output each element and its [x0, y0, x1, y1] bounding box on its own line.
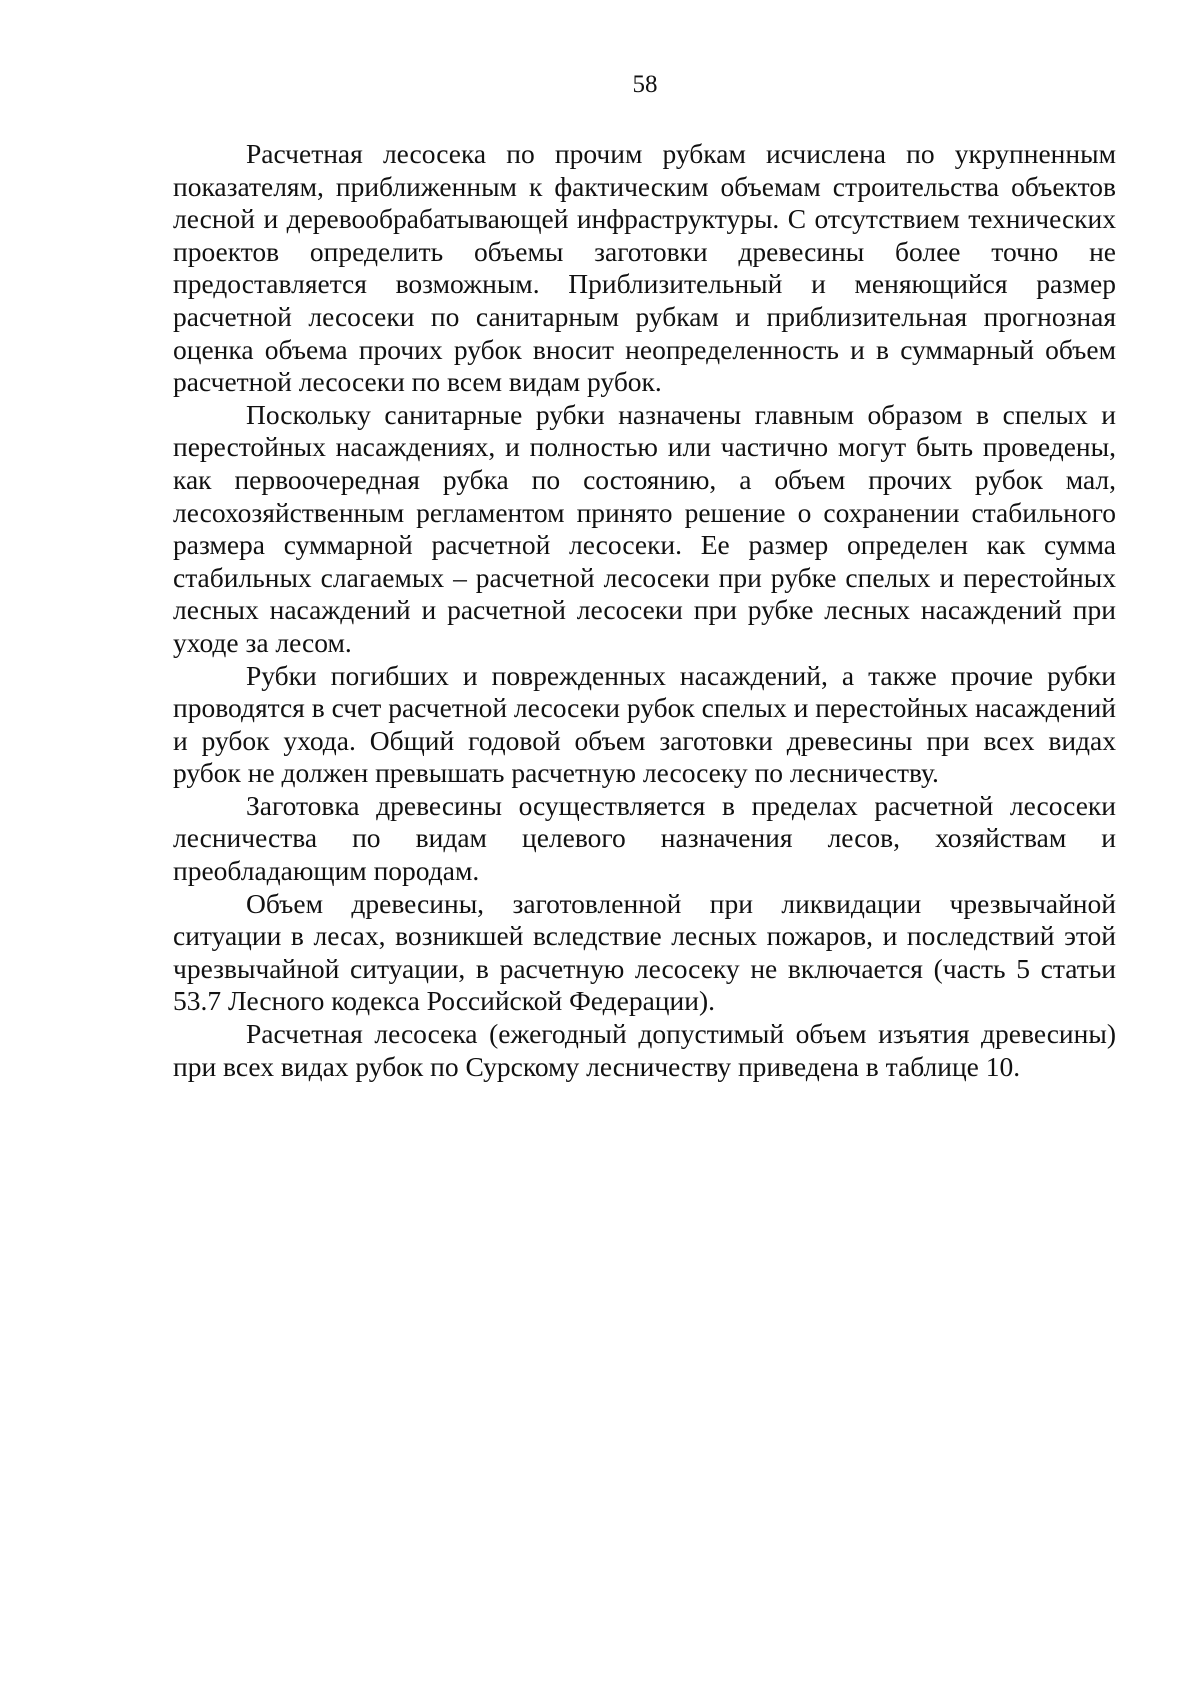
paragraph-6: Расчетная лесосека (ежегодный допустимый объем изъятия древесины) при всех видах рубок по Сурскому лесничеству приведена в таблице 10. — [173, 1018, 1116, 1082]
body-text — [173, 138, 1116, 1083]
paragraph-3: Рубки погибших и поврежденных насаждений, а также прочие рубки проводятся в счет расчетной лесосеки рубок спелых и перестойных насаждений и рубок ухода. Общий годовой объем заготовки древесины при всех видах рубок не должен превышать расчетную лесосеку по лесничеству. — [173, 659, 1116, 789]
paragraph-1: Расчетная лесосека по прочим рубкам исчислена по укрупненным показателям, приближенным к фактическим объемам строительства объектов лесной и деревообрабатывающей инфраструктуры. С отсутствием технических проектов определить объемы заготовки древесины более точно не предоставляется возможным. Приблизительный и меняющийся размер расчетной лесосеки по санитарным рубкам и приблизительная прогнозная оценка объема прочих рубок вносит неопределенность и в суммарный объем расчетной лесосеки по всем видам рубок. — [173, 138, 1116, 398]
paragraph-5: Объем древесины, заготовленной при ликвидации чрезвычайной ситуации в лесах, возникшей вследствие лесных пожаров, и последствий этой чрезвычайной ситуации, в расчетную лесосеку не включается (часть 5 статьи 53.7 Лесного кодекса Российской Федерации). — [173, 887, 1116, 1017]
page-number: 58 — [632, 71, 658, 98]
paragraph-4: Заготовка древесины осуществляется в пределах расчетной лесосеки лесничества по видам целевого назначения лесов, хозяйствам и преобладающим породам. — [173, 789, 1116, 887]
paragraph-2: Поскольку санитарные рубки назначены главным образом в спелых и перестойных насаждениях, и полностью или частично могут быть проведены, как первоочередная рубка по состоянию, а объем прочих рубок мал, лесохозяйственным регламентом принято решение о сохранении стабильного размера суммарной расчетной лесосеки. Ее размер определен как сумма стабильных слагаемых – расчетной лесосеки при рубке спелых и перестойных лесных насаждений и расчетной лесосеки при рубке лесных насаждений при уходе за лесом. — [173, 398, 1116, 658]
